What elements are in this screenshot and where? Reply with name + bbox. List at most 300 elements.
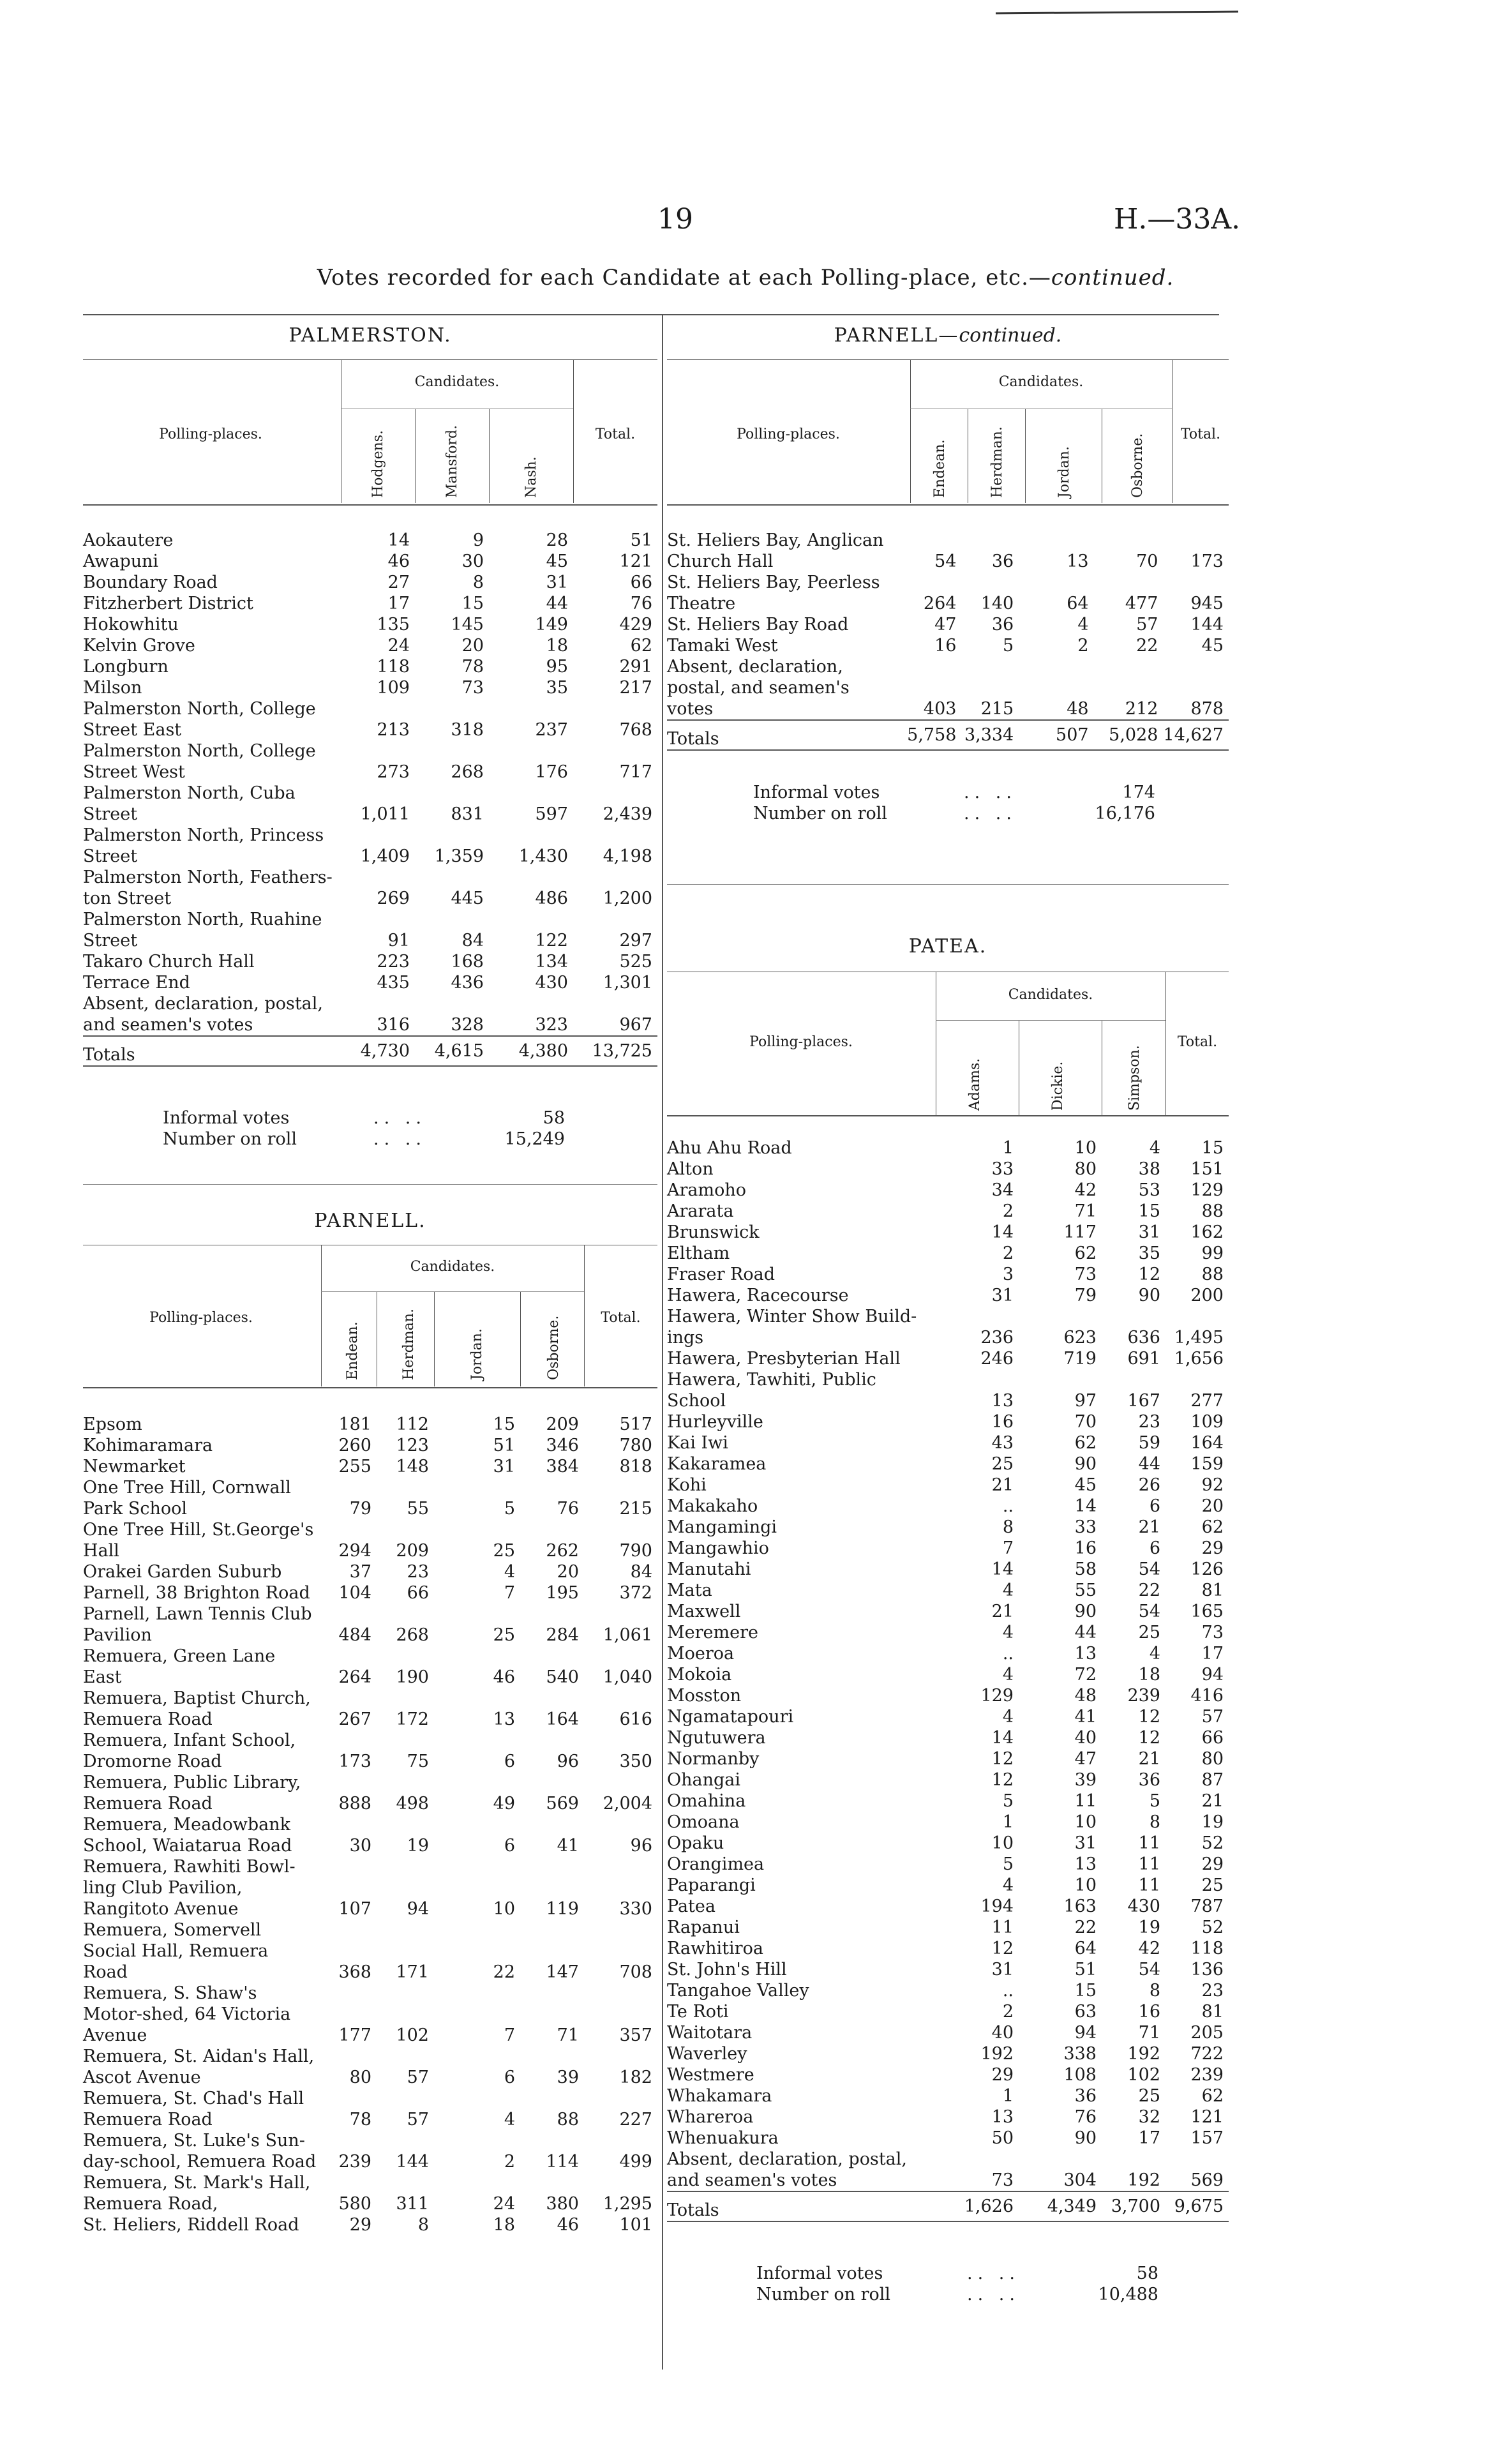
polling-place-name: Remuera, St. Mark's Hall, Remuera Road, (83, 2173, 311, 2214)
vote-count: 262 (546, 1541, 579, 1561)
row-total: 92 (1201, 1475, 1224, 1495)
polling-place-name: Remuera, Infant School, Dromorne Road (83, 1731, 296, 1771)
polling-place-name: Palmerston North, College Street East (83, 699, 316, 740)
vote-count: 40 (991, 2023, 1014, 2043)
row-total: 25 (1201, 1875, 1224, 1895)
table-row (83, 2088, 657, 2130)
column-total: 507 (1056, 725, 1089, 745)
parnell-polling-header: Polling-places. (149, 1310, 253, 1326)
vote-count: 284 (546, 1625, 579, 1645)
vote-count: 14 (991, 1559, 1014, 1579)
row-total: 109 (1190, 1412, 1224, 1432)
table-row (667, 1138, 1229, 1159)
vote-count: 32 (1138, 2107, 1160, 2127)
informal-votes-value: 174 (1122, 783, 1155, 802)
palmerston-polling-header: Polling-places. (159, 426, 262, 442)
roll-value: 10,488 (1098, 2285, 1158, 2304)
vote-count: 76 (557, 1499, 579, 1519)
row-total: 780 (619, 1436, 652, 1455)
vote-count: 102 (396, 2025, 429, 2045)
vote-count: 2 (1002, 1243, 1014, 1263)
polling-place-name: Paparangi (667, 1875, 756, 1895)
vote-count: 268 (451, 762, 484, 782)
vote-count: 368 (338, 1962, 371, 1982)
polling-place-name: Fitzherbert District (83, 594, 253, 613)
vote-count: 6 (504, 2068, 515, 2087)
vote-count: 691 (1127, 1349, 1160, 1369)
parnell-vline (434, 1291, 435, 1386)
palmerston-candidates-header: Candidates. (414, 374, 500, 390)
candidate-osborne: Osborne. (1130, 433, 1146, 498)
vote-count: 58 (1074, 1559, 1097, 1579)
vote-count: 18 (493, 2215, 515, 2235)
vote-count: 477 (1125, 594, 1158, 613)
row-total: 722 (1190, 2044, 1224, 2064)
vote-count: 5 (1003, 636, 1014, 656)
row-total: 357 (619, 2025, 652, 2045)
vote-count: 269 (377, 889, 410, 908)
table-row (83, 1477, 657, 1519)
vote-count: 50 (991, 2128, 1014, 2148)
row-total: 84 (630, 1562, 652, 1582)
vote-count: 11 (1138, 1854, 1160, 1874)
polling-place-name: One Tree Hill, St.George's Hall (83, 1520, 314, 1561)
vote-count: 215 (980, 699, 1014, 719)
polling-place-name: Omoana (667, 1812, 740, 1832)
parnell-candidates-header: Candidates. (410, 1259, 495, 1275)
row-total: 818 (619, 1457, 652, 1476)
vote-count: 62 (1074, 1433, 1097, 1453)
vote-count: 14 (991, 1728, 1014, 1748)
polling-place-name: Whenuakura (667, 2128, 779, 2148)
vote-count: 194 (980, 1897, 1014, 1916)
vote-count: 17 (387, 594, 410, 613)
polling-place-name: Mangawhio (667, 1538, 769, 1558)
row-total: 62 (1201, 2086, 1224, 2106)
candidate-endean: Endean. (345, 1321, 361, 1380)
vote-count: 246 (980, 1349, 1014, 1369)
vote-count: 4 (504, 1562, 515, 1582)
vote-count: 145 (451, 615, 484, 635)
polling-place-name: Waitotara (667, 2023, 753, 2043)
polling-place-name: Kelvin Grove (83, 636, 195, 656)
table-row (667, 1201, 1229, 1222)
vote-count: 45 (1074, 1475, 1097, 1495)
vote-count: 7 (1002, 1538, 1014, 1558)
column-total: 5,758 (907, 725, 957, 745)
vote-count: 34 (991, 1180, 1014, 1200)
table-row (667, 1159, 1229, 1180)
vote-count: 171 (396, 1962, 429, 1982)
vote-count: 16 (1074, 1538, 1097, 1558)
palmerston-head-rule (83, 359, 657, 360)
vote-count: 36 (1138, 1770, 1160, 1790)
table-row (667, 2001, 1229, 2022)
vote-count: 294 (338, 1541, 371, 1561)
top-edge-mark (996, 11, 1238, 15)
row-total: 330 (619, 1899, 652, 1919)
column-divider (662, 314, 663, 2370)
polling-place-name: Absent, declaration, postal, and seamen's votes (83, 994, 323, 1035)
vote-count: 164 (546, 1709, 579, 1729)
vote-count: 51 (493, 1436, 515, 1455)
vote-count: 129 (980, 1686, 1014, 1706)
vote-count: 268 (396, 1625, 429, 1645)
vote-count: 22 (1138, 1581, 1160, 1600)
totals-label: Totals (667, 2200, 719, 2220)
vote-count: 4 (1002, 1581, 1014, 1600)
vote-count: 13 (1074, 1644, 1097, 1664)
table-row (83, 656, 657, 677)
vote-count: 31 (991, 1960, 1014, 1979)
row-total: 17 (1201, 1644, 1224, 1664)
vote-count: 25 (493, 1625, 515, 1645)
vote-count: 46 (387, 552, 410, 571)
vote-count: 90 (1074, 1454, 1097, 1474)
polling-place-name: Tangahoe Valley (667, 1981, 809, 2001)
table-row (667, 635, 1229, 656)
vote-count: 8 (1002, 1517, 1014, 1537)
vote-count: 119 (546, 1899, 579, 1919)
page-subtitle (0, 265, 1491, 290)
vote-count: 90 (1074, 1602, 1097, 1621)
polling-place-name: One Tree Hill, Cornwall Park School (83, 1478, 291, 1519)
polling-place-name: Remuera, St. Luke's Sun-day-school, Remuera Road (83, 2131, 317, 2172)
vote-count: 122 (535, 931, 568, 950)
polling-place-name: Remuera, Somervell Social Hall, Remuera Road (83, 1920, 269, 1982)
column-total: 4,380 (518, 1041, 568, 1061)
vote-count: 430 (1127, 1897, 1160, 1916)
row-total: 1,200 (603, 889, 652, 908)
vote-count: 304 (1063, 2170, 1097, 2190)
vote-count: 12 (991, 1939, 1014, 1958)
polling-place-name: Brunswick (667, 1222, 760, 1242)
patea-polling-header: Polling-places. (749, 1034, 853, 1050)
table-row (667, 1896, 1229, 1917)
row-total: 19 (1201, 1812, 1224, 1832)
vote-count: 25 (493, 1541, 515, 1561)
polling-place-name: St. Heliers Bay, Peerless Theatre (667, 573, 880, 613)
polling-place-name: Remuera, S. Shaw's Motor-shed, 64 Victoria Avenue (83, 1983, 291, 2045)
vote-count: 46 (557, 2215, 579, 2235)
vote-count: 1 (1002, 1812, 1014, 1832)
table-row (83, 1772, 657, 1814)
polling-place-name: Hawera, Tawhiti, Public School (667, 1370, 876, 1411)
vote-count: 380 (546, 2194, 579, 2214)
table-row (83, 614, 657, 635)
table-row (667, 1538, 1229, 1559)
vote-count: 237 (535, 720, 568, 740)
parnell-cont-polling-header: Polling-places. (737, 426, 840, 442)
vote-count: 623 (1063, 1328, 1097, 1348)
row-total: 525 (619, 952, 652, 972)
vote-count: 1,359 (434, 846, 484, 866)
polling-place-name: Mangamingi (667, 1517, 777, 1537)
polling-place-name: Takaro Church Hall (83, 952, 255, 972)
vote-count: 176 (535, 762, 568, 782)
vote-count: 70 (1074, 1412, 1097, 1432)
vote-count: 15 (1138, 1201, 1160, 1221)
table-row (83, 1688, 657, 1730)
row-total: 205 (1190, 2023, 1224, 2043)
vote-count: 10 (1074, 1138, 1097, 1158)
vote-count: 15 (1074, 1981, 1097, 2001)
vote-count: 79 (1074, 1286, 1097, 1305)
polling-place-name: Longburn (83, 657, 169, 677)
palmerston-table (83, 530, 657, 1067)
vote-count: 148 (396, 1457, 429, 1476)
vote-count: 30 (461, 552, 484, 571)
vote-count: 14 (991, 1222, 1014, 1242)
table-row (667, 1643, 1229, 1664)
candidate-herdman: Herdman. (401, 1309, 417, 1380)
candidate-adams: Adams. (967, 1058, 983, 1111)
vote-count: 25 (1138, 2086, 1160, 2106)
row-total: 967 (619, 1015, 652, 1035)
table-row (667, 530, 1229, 572)
table-row (667, 1748, 1229, 1769)
vote-count: 55 (407, 1499, 429, 1519)
table-row (667, 1496, 1229, 1517)
polling-place-name: Meremere (667, 1623, 758, 1642)
roll-value: 16,176 (1095, 804, 1155, 823)
vote-count: 38 (1138, 1159, 1160, 1179)
vote-count: 13 (991, 2107, 1014, 2127)
row-total: 136 (1190, 1960, 1224, 1979)
vote-count: 29 (991, 2065, 1014, 2085)
vote-count: 71 (1138, 2023, 1160, 2043)
table-row (83, 551, 657, 572)
table-row (667, 1580, 1229, 1601)
vote-count: 79 (349, 1499, 371, 1519)
vote-count: 55 (1074, 1581, 1097, 1600)
row-total: 66 (630, 573, 652, 592)
vote-count: 167 (1127, 1391, 1160, 1411)
parnell-cont-head-rule (667, 359, 1229, 360)
vote-count: 21 (1138, 1517, 1160, 1537)
row-total: 787 (1190, 1897, 1224, 1916)
vote-count: 213 (377, 720, 410, 740)
parnell-cont-title-italic: continued. (959, 324, 1062, 347)
vote-count: 33 (991, 1159, 1014, 1179)
vote-count: 430 (535, 973, 568, 993)
patea-body-rule (667, 1115, 1229, 1116)
candidate-endean: Endean. (932, 439, 948, 498)
vote-count: 15 (461, 594, 484, 613)
table-row (83, 783, 657, 825)
row-total: 21 (1201, 1791, 1224, 1811)
vote-count: 64 (1067, 594, 1089, 613)
vote-count: 63 (1074, 2002, 1097, 2022)
polling-place-name: Aramoho (667, 1180, 747, 1200)
vote-count: 4 (1149, 1138, 1160, 1158)
row-total: 62 (1201, 1517, 1224, 1537)
vote-count: 35 (1138, 1243, 1160, 1263)
parnell-cand-rule (321, 1291, 584, 1292)
table-row (83, 972, 657, 993)
vote-count: 13 (991, 1391, 1014, 1411)
vote-count: 117 (1063, 1222, 1097, 1242)
polling-place-name: Ahu Ahu Road (667, 1138, 792, 1158)
vote-count: 149 (535, 615, 568, 635)
polling-place-name: Maxwell (667, 1602, 741, 1621)
candidate-jordan: Jordan. (469, 1328, 485, 1380)
vote-count: 5 (504, 1499, 515, 1519)
vote-count: 54 (1138, 1960, 1160, 1979)
vote-count: 888 (338, 1794, 371, 1814)
table-row (83, 1414, 657, 1435)
vote-count: 11 (1138, 1833, 1160, 1853)
vote-count: 15 (493, 1415, 515, 1434)
candidate-hodgens: Hodgens. (370, 430, 386, 498)
vote-count: 25 (1138, 1623, 1160, 1642)
polling-place-name: Ngamatapouri (667, 1707, 794, 1727)
table-row (667, 1601, 1229, 1622)
vote-count: 223 (377, 952, 410, 972)
row-total: 708 (619, 1962, 652, 1982)
vote-count: 4 (1002, 1665, 1014, 1685)
table-row (667, 2022, 1229, 2043)
vote-count: 22 (493, 1962, 515, 1982)
candidate-mansford: Mansford. (444, 424, 460, 498)
polling-place-name: Westmere (667, 2065, 754, 2085)
patea-title: PATEA. (908, 935, 987, 958)
table-row (83, 993, 657, 1036)
row-total: 88 (1201, 1201, 1224, 1221)
row-total: 23 (1201, 1981, 1224, 2001)
vote-count: 31 (546, 573, 568, 592)
polling-place-name: Normanby (667, 1749, 760, 1769)
vote-count: 24 (387, 636, 410, 656)
candidate-dickie: Dickie. (1050, 1061, 1066, 1111)
vote-count: 173 (338, 1752, 371, 1771)
table-row (667, 2064, 1229, 2085)
informal-votes-label: Informal votes (163, 1108, 290, 1128)
roll-label: Number on roll (163, 1129, 297, 1149)
table-row (667, 1938, 1229, 1959)
column-total: 3,334 (964, 725, 1014, 745)
vote-count: 43 (991, 1433, 1014, 1453)
vote-count: 255 (338, 1457, 371, 1476)
row-total: 239 (1190, 2065, 1224, 2085)
vote-count: 135 (377, 615, 410, 635)
polling-place-name: Parnell, 38 Brighton Road (83, 1583, 310, 1603)
palmerston-body-rule (83, 504, 657, 506)
vote-count: 12 (1138, 1265, 1160, 1284)
table-row (667, 1243, 1229, 1264)
vote-count: 23 (407, 1562, 429, 1582)
vote-count: 94 (407, 1899, 429, 1919)
row-total: 1,301 (603, 973, 652, 993)
vote-count: 36 (1074, 2086, 1097, 2106)
parnell-total-header: Total. (601, 1310, 641, 1326)
vote-count: 181 (338, 1415, 371, 1434)
vote-count: 44 (546, 594, 568, 613)
vote-count: 338 (1063, 2044, 1097, 2064)
vote-count: 31 (1138, 1222, 1160, 1242)
table-row (667, 1475, 1229, 1496)
vote-count: 48 (1074, 1686, 1097, 1706)
vote-count: 104 (338, 1583, 371, 1603)
vote-count: 70 (1136, 552, 1158, 571)
row-total: 52 (1201, 1918, 1224, 1937)
vote-count: 498 (396, 1794, 429, 1814)
vote-count: 37 (349, 1562, 371, 1582)
table-row (667, 2085, 1229, 2107)
vote-count: 118 (377, 657, 410, 677)
vote-count: 44 (1074, 1623, 1097, 1642)
vote-count: 5 (1002, 1854, 1014, 1874)
vote-count: 16 (1138, 2002, 1160, 2022)
vote-count: 19 (407, 1836, 429, 1856)
vote-count: 59 (1138, 1433, 1160, 1453)
polling-place-name: St. Heliers Bay, Anglican Church Hall (667, 530, 884, 571)
row-total: 517 (619, 1415, 652, 1434)
polling-place-name: Fraser Road (667, 1265, 775, 1284)
vote-count: 30 (349, 1836, 371, 1856)
polling-place-name: Ohangai (667, 1770, 741, 1790)
vote-count: 5 (1002, 1791, 1014, 1811)
vote-count: 76 (1074, 2107, 1097, 2127)
vote-count: 10 (493, 1899, 515, 1919)
polling-place-name: Milson (83, 678, 142, 698)
vote-count: 27 (387, 573, 410, 592)
column-total: 13,725 (592, 1041, 652, 1061)
vote-count: 4 (1002, 1875, 1014, 1895)
table-row (83, 1582, 657, 1604)
roll-value: 15,249 (504, 1129, 565, 1149)
parnell-cont-title-main: PARNELL— (834, 324, 959, 347)
vote-count: 71 (1074, 1201, 1097, 1221)
table-row (83, 1730, 657, 1772)
vote-count: 75 (407, 1752, 429, 1771)
vote-count: 4 (504, 2110, 515, 2130)
parnell-cont-candidates-header: Candidates. (998, 374, 1084, 390)
table-row (83, 2130, 657, 2172)
vote-count: .. (1002, 1644, 1014, 1664)
table-row (667, 2043, 1229, 2064)
informal-votes-value: 58 (1136, 2264, 1158, 2283)
parnell-cont-summary: Informal votes .. .. 174 Number on roll .. .. 16,176 (753, 783, 1155, 823)
separator-rule (667, 884, 1229, 885)
vote-count: 5 (1149, 1791, 1160, 1811)
polling-place-name: Moeroa (667, 1644, 735, 1664)
table-row (667, 1980, 1229, 2001)
vote-count: 8 (1149, 1812, 1160, 1832)
row-total: 768 (619, 720, 652, 740)
table-row (83, 1856, 657, 1919)
row-total: 173 (1190, 552, 1224, 571)
vote-count: 147 (546, 1962, 579, 1982)
polling-place-name: Patea (667, 1897, 716, 1916)
row-total: 372 (619, 1583, 652, 1603)
polling-place-name: Hawera, Winter Show Build-ings (667, 1307, 917, 1348)
vote-count: 73 (461, 678, 484, 698)
polling-place-name: Terrace End (83, 973, 190, 993)
row-total: 101 (619, 2215, 652, 2235)
vote-count: 71 (557, 2025, 579, 2045)
vote-count: 23 (1138, 1412, 1160, 1432)
table-row (667, 1875, 1229, 1896)
vote-count: 13 (1074, 1854, 1097, 1874)
table-row (83, 909, 657, 951)
row-total: 76 (630, 594, 652, 613)
vote-count: 636 (1127, 1328, 1160, 1348)
vote-count: 236 (980, 1328, 1014, 1348)
vote-count: 51 (1074, 1960, 1097, 1979)
informal-votes-label: Informal votes (756, 2264, 883, 2283)
polling-place-name: Eltham (667, 1243, 730, 1263)
